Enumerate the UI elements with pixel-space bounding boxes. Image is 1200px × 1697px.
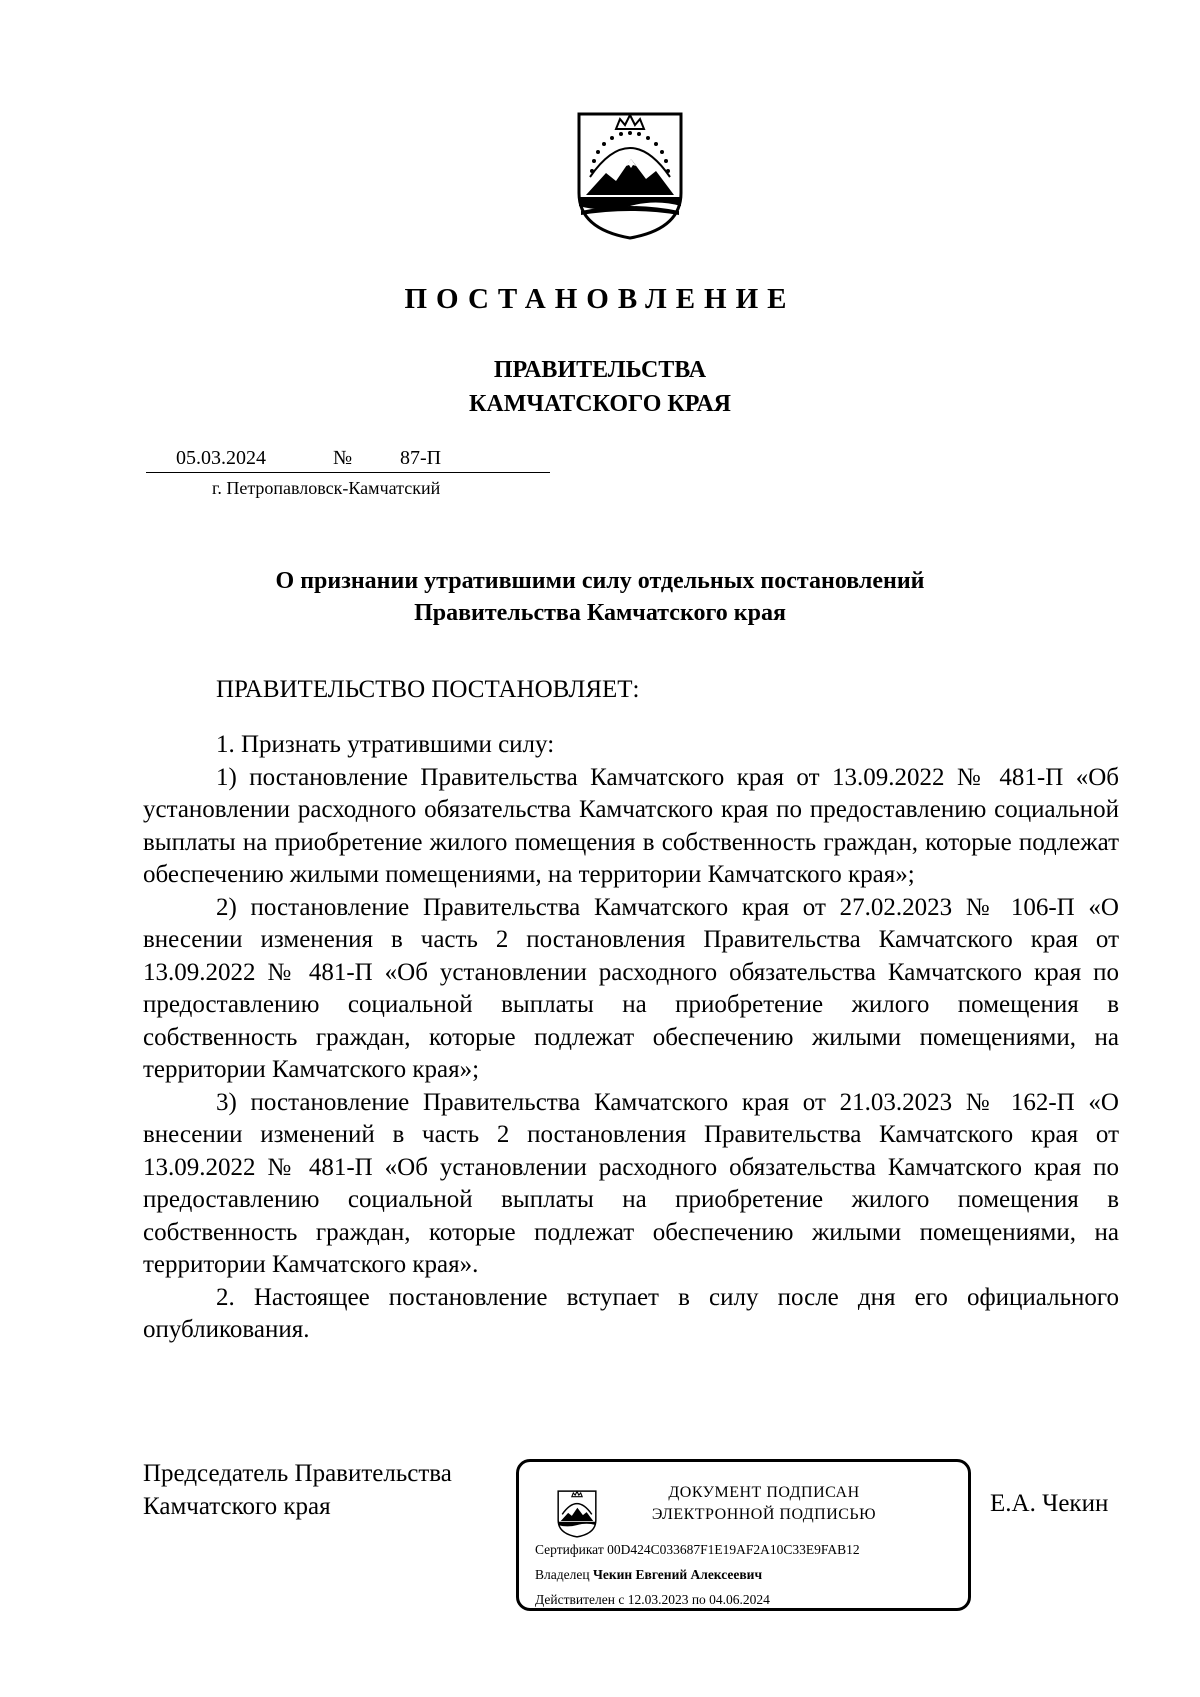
signatory-position: [143, 1457, 452, 1523]
stamp-validity: [535, 1592, 770, 1608]
subject-line-1: О признании утратившими силу отдельных постановлений: [275, 568, 925, 594]
document-type-title: ПОСТАНОВЛЕНИЕ: [404, 283, 796, 315]
valid-to-word: по: [691, 1592, 706, 1607]
certificate-value: 00D424C033687F1E19AF2A10C33E9FAB12: [607, 1542, 860, 1557]
stamp-heading-line-1: ДОКУМЕНТ ПОДПИСАН: [668, 1484, 860, 1501]
stamp-heading: [629, 1482, 899, 1526]
resolve-heading: ПРАВИТЕЛЬСТВО ПОСТАНОВЛЯЕТ:: [216, 676, 640, 703]
valid-to-date: 04.06.2024: [709, 1592, 770, 1607]
coat-of-arms-small-icon: [557, 1490, 597, 1538]
stamp-certificate: [535, 1542, 860, 1558]
date-number-underline: [146, 472, 550, 473]
document-subject: [0, 565, 1200, 629]
electronic-signature-stamp: [516, 1459, 971, 1611]
owner-value: Чекин Евгений Алексеевич: [592, 1567, 763, 1582]
position-line-2: Камчатского края: [143, 1493, 331, 1520]
signatory-name: Е.А. Чекин: [990, 1490, 1109, 1517]
body-paragraph: 2. Настоящее постановление вступает в силу после дня его официального опубликования.: [143, 1283, 1119, 1343]
stamp-heading-line-2: ЭЛЕКТРОННОЙ ПОДПИСЬЮ: [651, 1506, 877, 1523]
valid-label: Действителен: [535, 1592, 615, 1607]
kamchatka-coat-of-arms-icon: [576, 111, 684, 241]
body-paragraph: 3) постановление Правительства Камчатского края от 21.03.2023 № 162-П «О внесении изменений в часть 2 постановления Правительства Камчатского края от 13.09.2022 № 481-П «Об установлении расходного обязательства Камчатского края по предоставлению социальной выплаты на приобретение жилого помещения в собственность граждан, которые подлежат обеспечению жилыми помещениями, на территории Камчатского края».: [143, 1088, 1119, 1278]
stamp-owner: [535, 1567, 762, 1583]
position-line-1: Председатель Правительства: [143, 1460, 452, 1487]
owner-label: Владелец: [535, 1567, 590, 1582]
body-paragraph: 2) постановление Правительства Камчатского края от 27.02.2023 № 106-П «О внесении изменения в часть 2 постановления Правительства Камчатского края от 13.09.2022 № 481-П «Об установлении расходного обязательства Камчатского края по предоставлению социальной выплаты на приобретение жилого помещения в собственность граждан, которые подлежат обеспечению жилыми помещениями, на территории Камчатского края»;: [143, 893, 1119, 1083]
number-sign: №: [333, 447, 353, 469]
valid-from-date: 12.03.2023: [627, 1592, 689, 1607]
body-paragraph: 1. Признать утратившими силу:: [216, 731, 555, 758]
issuing-authority: [0, 353, 1200, 421]
document-number: 87-П: [400, 447, 442, 469]
subject-line-2: Правительства Камчатского края: [414, 600, 786, 626]
document-body: [143, 729, 1119, 1347]
issue-city: г. Петропавловск-Камчатский: [212, 478, 441, 498]
authority-line-1: ПРАВИТЕЛЬСТВА: [493, 357, 707, 383]
certificate-label: Сертификат: [535, 1542, 604, 1557]
body-paragraph: 1) постановление Правительства Камчатского края от 13.09.2022 № 481-П «Об установлении расходного обязательства Камчатского края по предоставлению социальной выплаты на приобретение жилого помещения в собственность граждан, которые подлежат обеспечению жилыми помещениями, на территории Камчатского края»;: [143, 763, 1119, 888]
document-date: 05.03.2024: [176, 447, 266, 469]
authority-line-2: КАМЧАТСКОГО КРАЯ: [468, 391, 732, 417]
valid-from-word: с: [618, 1592, 625, 1607]
